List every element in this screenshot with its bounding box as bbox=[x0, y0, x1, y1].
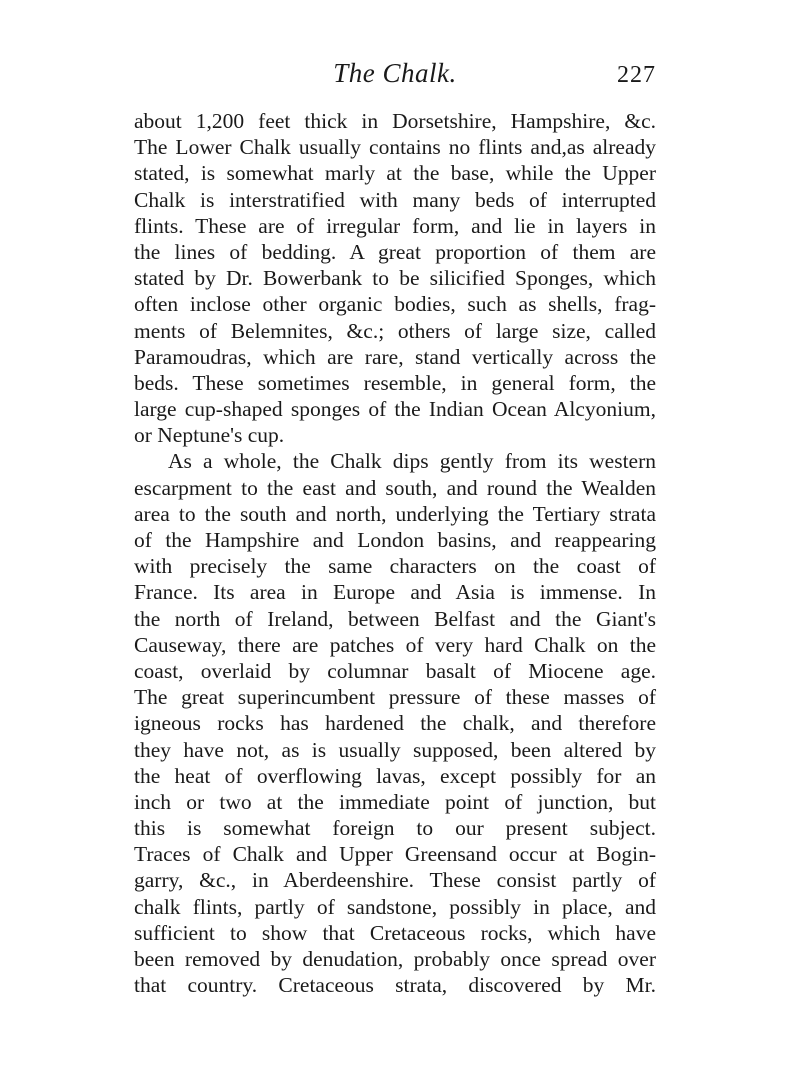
running-title: The Chalk. bbox=[333, 58, 457, 88]
page-number: 227 bbox=[617, 62, 656, 88]
text-line: with precisely the same characters on the coast of bbox=[134, 554, 656, 579]
text-line: garry, &c., in Aberdeenshire. These consist partly of bbox=[134, 868, 656, 893]
text-line: often inclose other organic bodies, such as shells, frag- bbox=[134, 292, 656, 317]
text-line: they have not, as is usually supposed, been altered by bbox=[134, 737, 656, 762]
text-line: that country. Cretaceous strata, discovered by Mr. bbox=[134, 973, 656, 998]
text-line: area to the south and north, underlying the Tertiary strata bbox=[134, 501, 656, 526]
text-line: about 1,200 feet thick in Dorsetshire, Hampshire, &c. bbox=[134, 109, 656, 133]
text-line: France. Its area in Europe and Asia is immense. In bbox=[134, 580, 656, 605]
text-line: of the Hampshire and London basins, and reappearing bbox=[134, 528, 656, 552]
text-line: this is somewhat foreign to our present subject. bbox=[134, 816, 656, 841]
text-line: igneous rocks has hardened the chalk, and therefore bbox=[134, 711, 656, 736]
paragraph-end-line: or Neptune's cup. bbox=[134, 423, 285, 448]
running-head bbox=[134, 58, 656, 98]
text-line: stated by Dr. Bowerbank to be silicified Sponges, which bbox=[134, 266, 656, 291]
text-line: the lines of bedding. A great proportion of them are bbox=[134, 239, 656, 264]
text-line: Causeway, there are patches of very hard Chalk on the bbox=[134, 632, 656, 657]
text-line: chalk flints, partly of sandstone, possibly in place, and bbox=[134, 894, 656, 919]
text-line: the heat of overflowing lavas, except possibly for an bbox=[134, 763, 656, 788]
text-line: escarpment to the east and south, and round the Wealden bbox=[134, 475, 656, 500]
text-line: Traces of Chalk and Upper Greensand occur at Bogin- bbox=[134, 842, 656, 867]
text-line: Paramoudras, which are rare, stand vertically across the bbox=[134, 344, 656, 369]
text-line: flints. These are of irregular form, and lie in layers in bbox=[134, 213, 656, 238]
text-line: stated, is somewhat marly at the base, while the Upper bbox=[134, 161, 656, 186]
text-line: beds. These sometimes resemble, in general form, the bbox=[134, 370, 656, 395]
text-line: The Lower Chalk usually contains no flints and,as already bbox=[134, 135, 656, 160]
text-line: large cup-shaped sponges of the Indian Ocean Alcyonium, bbox=[134, 397, 656, 422]
text-line: ments of Belemnites, &c.; others of large size, called bbox=[134, 318, 656, 343]
body-text bbox=[134, 108, 656, 998]
text-line: sufficient to show that Cretaceous rocks, which have bbox=[134, 920, 656, 945]
paragraph-start-line: As a whole, the Chalk dips gently from its western bbox=[168, 449, 656, 474]
text-line: been removed by denudation, probably once spread over bbox=[134, 947, 656, 971]
text-line: The great superincumbent pressure of these masses of bbox=[134, 685, 656, 710]
text-line: the north of Ireland, between Belfast and the Giant's bbox=[134, 606, 656, 631]
text-line: coast, overlaid by columnar basalt of Miocene age. bbox=[134, 658, 656, 683]
text-line: inch or two at the immediate point of junction, but bbox=[134, 789, 656, 814]
text-line: Chalk is interstratified with many beds of interrupted bbox=[134, 187, 656, 212]
